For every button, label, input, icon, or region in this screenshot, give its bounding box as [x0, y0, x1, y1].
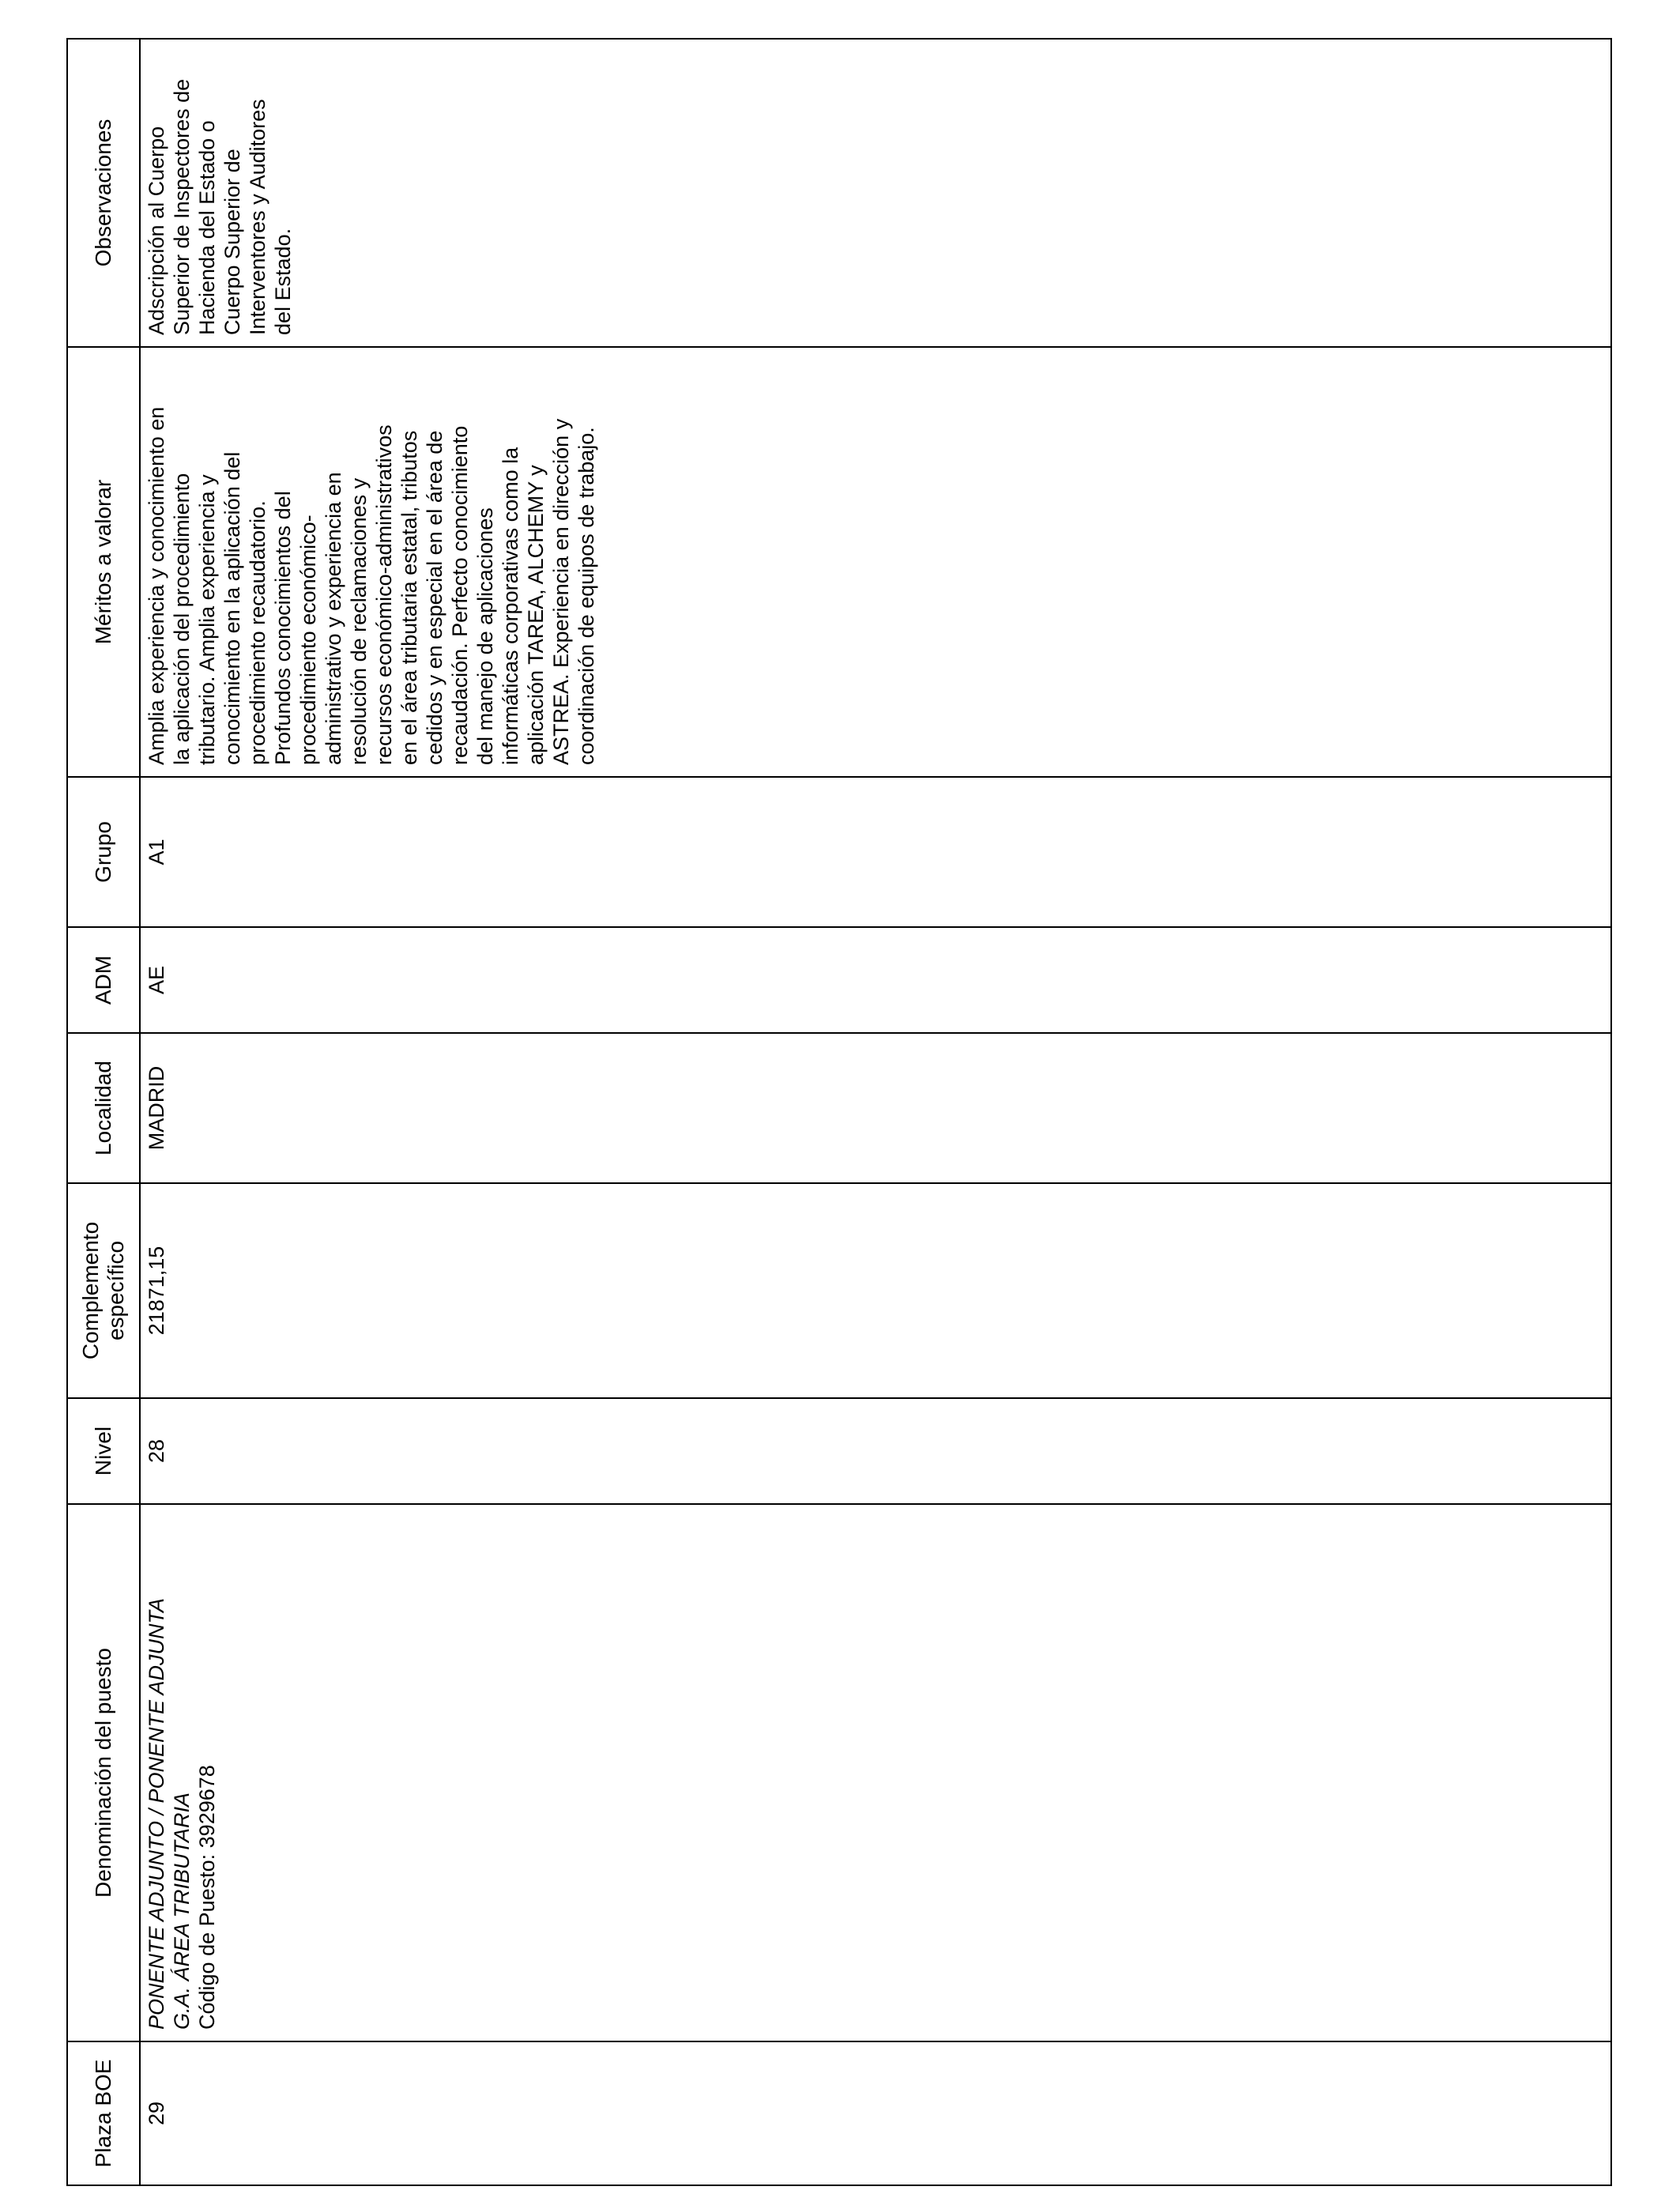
header-grupo: Grupo: [67, 777, 140, 927]
header-meritos: Méritos a valorar: [67, 347, 140, 777]
cell-plaza: 29: [140, 2041, 1611, 2185]
header-adm: ADM: [67, 927, 140, 1033]
cell-denominacion: [140, 1504, 1611, 2041]
cell-grupo: A1: [140, 777, 1611, 927]
cell-observaciones: [140, 39, 1611, 347]
denominacion-title: PONENTE ADJUNTO / PONENTE ADJUNTA: [145, 1597, 168, 2030]
header-localidad: Localidad: [67, 1033, 140, 1183]
header-denominacion: Denominación del puesto: [67, 1504, 140, 2041]
cell-meritos: [140, 347, 1611, 777]
cell-adm: AE: [140, 927, 1611, 1033]
denominacion-unit: G.A. ÁREA TRIBUTARIA: [170, 1792, 194, 2030]
header-observaciones: Observaciones: [67, 39, 140, 347]
rotated-table-sheet: [66, 40, 1612, 2186]
observaciones-text: Adscripción al Cuerpo Superior de Inspectores de Hacienda del Estado o Cuerpo Superior de Interventores y Auditores del Estado.: [145, 78, 295, 335]
cell-complemento: 21871,15: [140, 1183, 1611, 1398]
cell-nivel: 28: [140, 1398, 1611, 1504]
job-positions-table: [66, 38, 1612, 2186]
header-complemento: Complemento específico: [67, 1183, 140, 1398]
table-row: [140, 39, 1611, 2185]
cell-localidad: MADRID: [140, 1033, 1611, 1183]
denominacion-code: Código de Puesto: 3929678: [195, 1765, 219, 2030]
header-nivel: Nivel: [67, 1398, 140, 1504]
header-plaza-boe: Plaza BOE: [67, 2041, 140, 2185]
meritos-text: Amplia experiencia y conocimiento en la aplicación del procedimiento tributario. Amplia experiencia y conocimiento en la aplicación del procedimiento recaudatorio. Profundos conocimientos del procedimiento económico-administrativo y experiencia en resolución de reclamaciones y recursos económico-administrativos en el área tributaria estatal, tributos cedidos y en especial en el área de recaudación. Perfecto conocimiento del manejo de aplicaciones informáticas corporativas como la aplicación TAREA, ALCHEMY y ASTREA. Experiencia en dirección y coordinación de equipos de trabajo.: [145, 406, 598, 765]
table-header-row: [67, 39, 140, 2185]
